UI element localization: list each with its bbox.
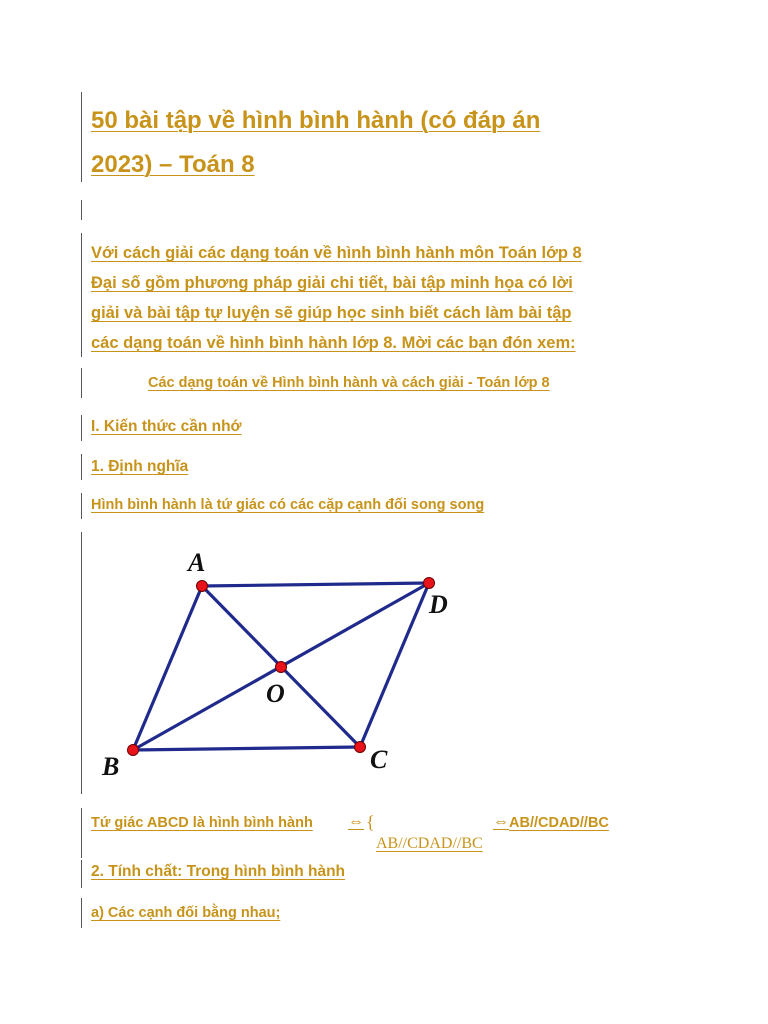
- point-a: [197, 581, 208, 592]
- margin-bar: [81, 493, 82, 519]
- edge-ba: [133, 586, 202, 750]
- property-item-a[interactable]: a) Các cạnh đối bằng nhau;: [91, 905, 281, 921]
- edge-ad: [202, 583, 429, 586]
- parallelogram-figure: [90, 540, 450, 800]
- formula-left[interactable]: Tứ giác ABCD là hình bình hành: [91, 815, 313, 831]
- point-o: [276, 662, 287, 673]
- label-a: A: [188, 548, 206, 577]
- label-b: B: [102, 752, 120, 781]
- margin-bar: [81, 860, 82, 888]
- margin-bar: [81, 92, 82, 182]
- formula-right[interactable]: AB//CDAD//BC: [509, 815, 609, 831]
- margin-bar: [81, 454, 82, 480]
- section-heading-properties[interactable]: 2. Tính chất: Trong hình bình hành: [91, 863, 346, 880]
- edge-dc: [360, 583, 429, 747]
- equivalence-symbol-2[interactable]: ⇔: [493, 813, 509, 830]
- sub-heading-definition[interactable]: 1. Định nghĩa: [91, 458, 189, 475]
- brace-symbol: {: [366, 812, 375, 832]
- page-title-line-2[interactable]: 2023) – Toán 8: [91, 151, 255, 178]
- intro-line-1[interactable]: Với cách giải các dạng toán về hình bình hành môn Toán lớp 8: [91, 244, 582, 262]
- intro-line-4[interactable]: các dạng toán về hình bình hành lớp 8. Mời các bạn đón xem:: [91, 334, 576, 352]
- margin-bar: [81, 233, 82, 357]
- margin-bar: [81, 200, 82, 220]
- margin-bar: [81, 532, 82, 794]
- point-b: [128, 745, 139, 756]
- margin-bar: [81, 808, 82, 858]
- formula-below[interactable]: AB//CDAD//BC: [376, 835, 483, 852]
- label-d: D: [429, 590, 448, 619]
- margin-bar: [81, 368, 82, 398]
- label-c: C: [370, 745, 388, 774]
- edge-cb: [133, 747, 360, 750]
- label-o: O: [266, 679, 285, 708]
- page-title-line-1[interactable]: 50 bài tập về hình bình hành (có đáp án: [91, 107, 541, 134]
- section-heading-1[interactable]: I. Kiến thức cần nhớ: [91, 418, 242, 435]
- point-d: [424, 578, 435, 589]
- intro-line-3[interactable]: giải và bài tập tự luyện sẽ giúp học sinh biết cách làm bài tập: [91, 304, 572, 322]
- equivalence-symbol[interactable]: ⇔: [348, 813, 364, 830]
- margin-bar: [81, 415, 82, 441]
- definition-text[interactable]: Hình bình hành là tứ giác có các cặp cạnh đối song song: [91, 497, 485, 513]
- intro-line-2[interactable]: Đại số gồm phương pháp giải chi tiết, bài tập minh họa có lời: [91, 274, 573, 292]
- point-c: [355, 742, 366, 753]
- margin-bar: [81, 898, 82, 928]
- topic-link[interactable]: Các dạng toán về Hình bình hành và cách giải - Toán lớp 8: [148, 375, 550, 391]
